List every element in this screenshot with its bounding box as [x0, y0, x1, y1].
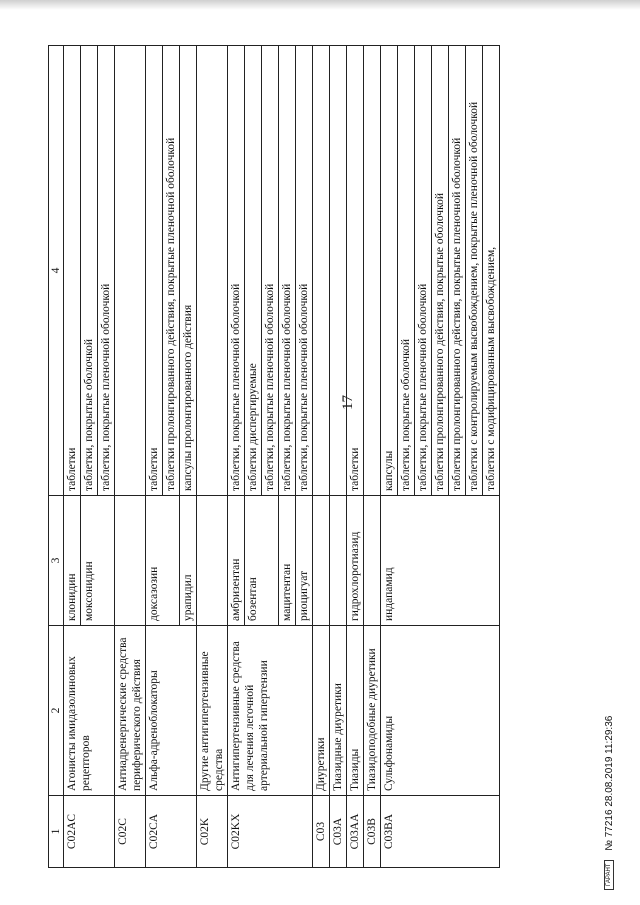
atc-code: C03A [330, 796, 347, 868]
dosage-form: таблетки с контролируемым высвобождением, покрытые пленочной оболочкой [466, 46, 483, 496]
drug-name: мацитентан [279, 496, 296, 626]
dosage-form [364, 46, 381, 496]
table-row [197, 46, 228, 868]
drug-name [364, 496, 381, 626]
atc-code: C02CA [146, 796, 197, 868]
table-header-row [49, 46, 64, 868]
header-col-1: 1 [49, 796, 64, 868]
group-name: Антиадренергические средства периферического действия [115, 626, 146, 796]
dosage-form: таблетки, покрытые оболочкой [398, 46, 415, 496]
document-registration: № 77216 28.08.2019 11:29:36 [604, 715, 615, 851]
drug-name: моксонидин [81, 496, 115, 626]
table-row [381, 46, 398, 868]
dosage-form: капсулы пролонгированного действия [180, 46, 197, 496]
dosage-form: таблетки пролонгированного действия, покрытые пленочной оболочкой [449, 46, 466, 496]
page-number: 17 [340, 395, 356, 410]
table-row [115, 46, 146, 868]
table-row [64, 46, 81, 868]
dosage-form: таблетки, покрытые пленочной оболочкой [98, 46, 115, 496]
drug-name [197, 496, 228, 626]
atc-code: C03AA [347, 796, 364, 868]
garant-stamp: ГАРАНТ [604, 860, 614, 890]
dosage-form [197, 46, 228, 496]
atc-code: C03BA [381, 796, 500, 868]
drug-name: урапидил [180, 496, 197, 626]
dosage-form: капсулы [381, 46, 398, 496]
group-name: Тиазидоподобные диуретики [364, 626, 381, 796]
drug-name: риоцигуат [296, 496, 313, 626]
rotated-page [48, 46, 628, 868]
group-name: Сульфонамиды [381, 626, 500, 796]
dosage-form [115, 46, 146, 496]
drug-name: бозентан [245, 496, 279, 626]
drug-name [313, 496, 330, 626]
drug-name [330, 496, 347, 626]
drug-name: амбризентан [228, 496, 245, 626]
header-col-3: 3 [49, 496, 64, 626]
dosage-form [330, 46, 347, 496]
footer [604, 716, 615, 890]
drug-name [115, 496, 146, 626]
dosage-form: таблетки, покрытые оболочкой [81, 46, 98, 496]
drug-name: доксазозин [146, 496, 180, 626]
atc-code: C02K [197, 796, 228, 868]
group-name: Антигипертензивные средства для лечения легочной артериальной гипертензии [228, 626, 313, 796]
atc-code: C03B [364, 796, 381, 868]
dosage-form: таблетки [64, 46, 81, 496]
dosage-form: таблетки пролонгированного действия, покрытые пленочной оболочкой [163, 46, 180, 496]
group-name: Другие антигипертензивные средства [197, 626, 228, 796]
drug-name: индапамид [381, 496, 500, 626]
group-name: Альфа-адреноблокаторы [146, 626, 197, 796]
dosage-form: таблетки, покрытые пленочной оболочкой [228, 46, 245, 496]
table-row [364, 46, 381, 868]
dosage-form: таблетки, покрытые пленочной оболочкой [296, 46, 313, 496]
atc-code: C03 [313, 796, 330, 868]
atc-code: C02C [115, 796, 146, 868]
dosage-form [313, 46, 330, 496]
atc-code: C02AC [64, 796, 115, 868]
table-row [330, 46, 347, 868]
dosage-form: таблетки, покрытые пленочной оболочкой [262, 46, 279, 496]
dosage-form: таблетки диспергируемые [245, 46, 262, 496]
table-row [313, 46, 330, 868]
drug-name: клонидин [64, 496, 81, 626]
group-name: Диуретики [313, 626, 330, 796]
dosage-form: таблетки [146, 46, 163, 496]
table-row [146, 46, 163, 868]
atc-code: C02KX [228, 796, 313, 868]
dosage-form: таблетки с модифицированным высвобождением, [483, 46, 500, 496]
header-col-4: 4 [49, 46, 64, 496]
drug-name: гидрохлоротиазид [347, 496, 364, 626]
dosage-form: таблетки [347, 46, 364, 496]
group-name: Агонисты имидазолиновых рецепторов [64, 626, 115, 796]
group-name: Тиазиды [347, 626, 364, 796]
table-row [228, 46, 245, 868]
scan-edge [0, 0, 640, 10]
dosage-form: таблетки, покрытые пленочной оболочкой [279, 46, 296, 496]
dosage-form: таблетки, покрытые пленочной оболочкой [415, 46, 432, 496]
group-name: Тиазидные диуретики [330, 626, 347, 796]
dosage-form: таблетки пролонгированного действия, покрытые оболочкой [432, 46, 449, 496]
table-row [347, 46, 364, 868]
header-col-2: 2 [49, 626, 64, 796]
drug-table [48, 45, 500, 868]
